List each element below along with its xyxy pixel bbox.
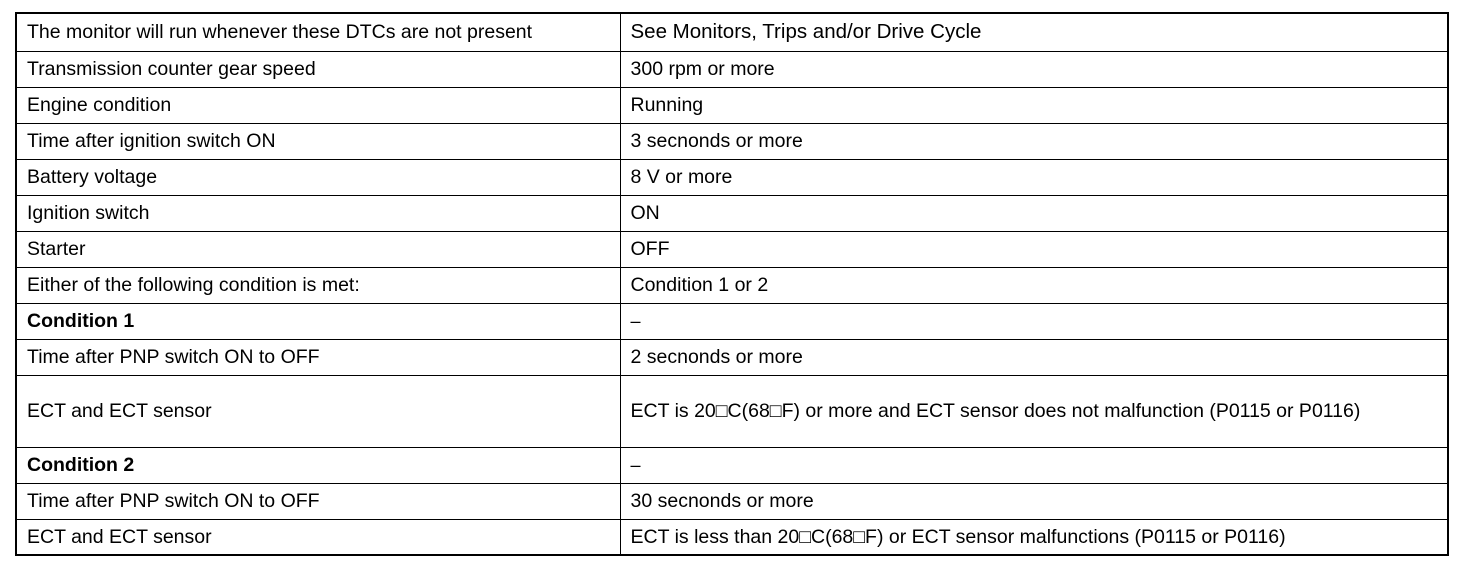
condition-value: ECT is 20□C(68□F) or more and ECT sensor does not malfunction (P0115 or P0116) bbox=[620, 375, 1448, 447]
condition-value: OFF bbox=[620, 231, 1448, 267]
table-row-condition-1-header bbox=[16, 303, 1448, 339]
table-row bbox=[16, 483, 1448, 519]
condition-1-heading: Condition 1 bbox=[16, 303, 620, 339]
condition-value: ON bbox=[620, 195, 1448, 231]
condition-label: Either of the following condition is met: bbox=[16, 267, 620, 303]
condition-label: Battery voltage bbox=[16, 159, 620, 195]
table-row bbox=[16, 375, 1448, 447]
condition-label: Ignition switch bbox=[16, 195, 620, 231]
table-row-condition-2-header bbox=[16, 447, 1448, 483]
condition-label: Starter bbox=[16, 231, 620, 267]
table-row bbox=[16, 339, 1448, 375]
condition-label: Engine condition bbox=[16, 87, 620, 123]
condition-label: ECT and ECT sensor bbox=[16, 519, 620, 555]
condition-value: 8 V or more bbox=[620, 159, 1448, 195]
condition-label: Transmission counter gear speed bbox=[16, 51, 620, 87]
condition-2-heading: Condition 2 bbox=[16, 447, 620, 483]
table-row bbox=[16, 13, 1448, 51]
table-row bbox=[16, 123, 1448, 159]
condition-value: See Monitors, Trips and/or Drive Cycle bbox=[620, 13, 1448, 51]
condition-label: Time after PNP switch ON to OFF bbox=[16, 483, 620, 519]
monitor-conditions-table bbox=[15, 12, 1449, 556]
condition-value: 2 secnonds or more bbox=[620, 339, 1448, 375]
condition-value: 3 secnonds or more bbox=[620, 123, 1448, 159]
condition-value: 300 rpm or more bbox=[620, 51, 1448, 87]
condition-label: ECT and ECT sensor bbox=[16, 375, 620, 447]
condition-value: Condition 1 or 2 bbox=[620, 267, 1448, 303]
table-row bbox=[16, 87, 1448, 123]
table-row bbox=[16, 519, 1448, 555]
conditions-table-container bbox=[15, 12, 1447, 556]
condition-value: – bbox=[620, 447, 1448, 483]
condition-label: Time after PNP switch ON to OFF bbox=[16, 339, 620, 375]
table-row bbox=[16, 159, 1448, 195]
table-row bbox=[16, 267, 1448, 303]
condition-value: Running bbox=[620, 87, 1448, 123]
condition-value: 30 secnonds or more bbox=[620, 483, 1448, 519]
condition-label: Time after ignition switch ON bbox=[16, 123, 620, 159]
table-row bbox=[16, 231, 1448, 267]
condition-label: The monitor will run whenever these DTCs are not present bbox=[16, 13, 620, 51]
table-row bbox=[16, 195, 1448, 231]
table-row bbox=[16, 51, 1448, 87]
condition-value: ECT is less than 20□C(68□F) or ECT sensor malfunctions (P0115 or P0116) bbox=[620, 519, 1448, 555]
condition-value: – bbox=[620, 303, 1448, 339]
